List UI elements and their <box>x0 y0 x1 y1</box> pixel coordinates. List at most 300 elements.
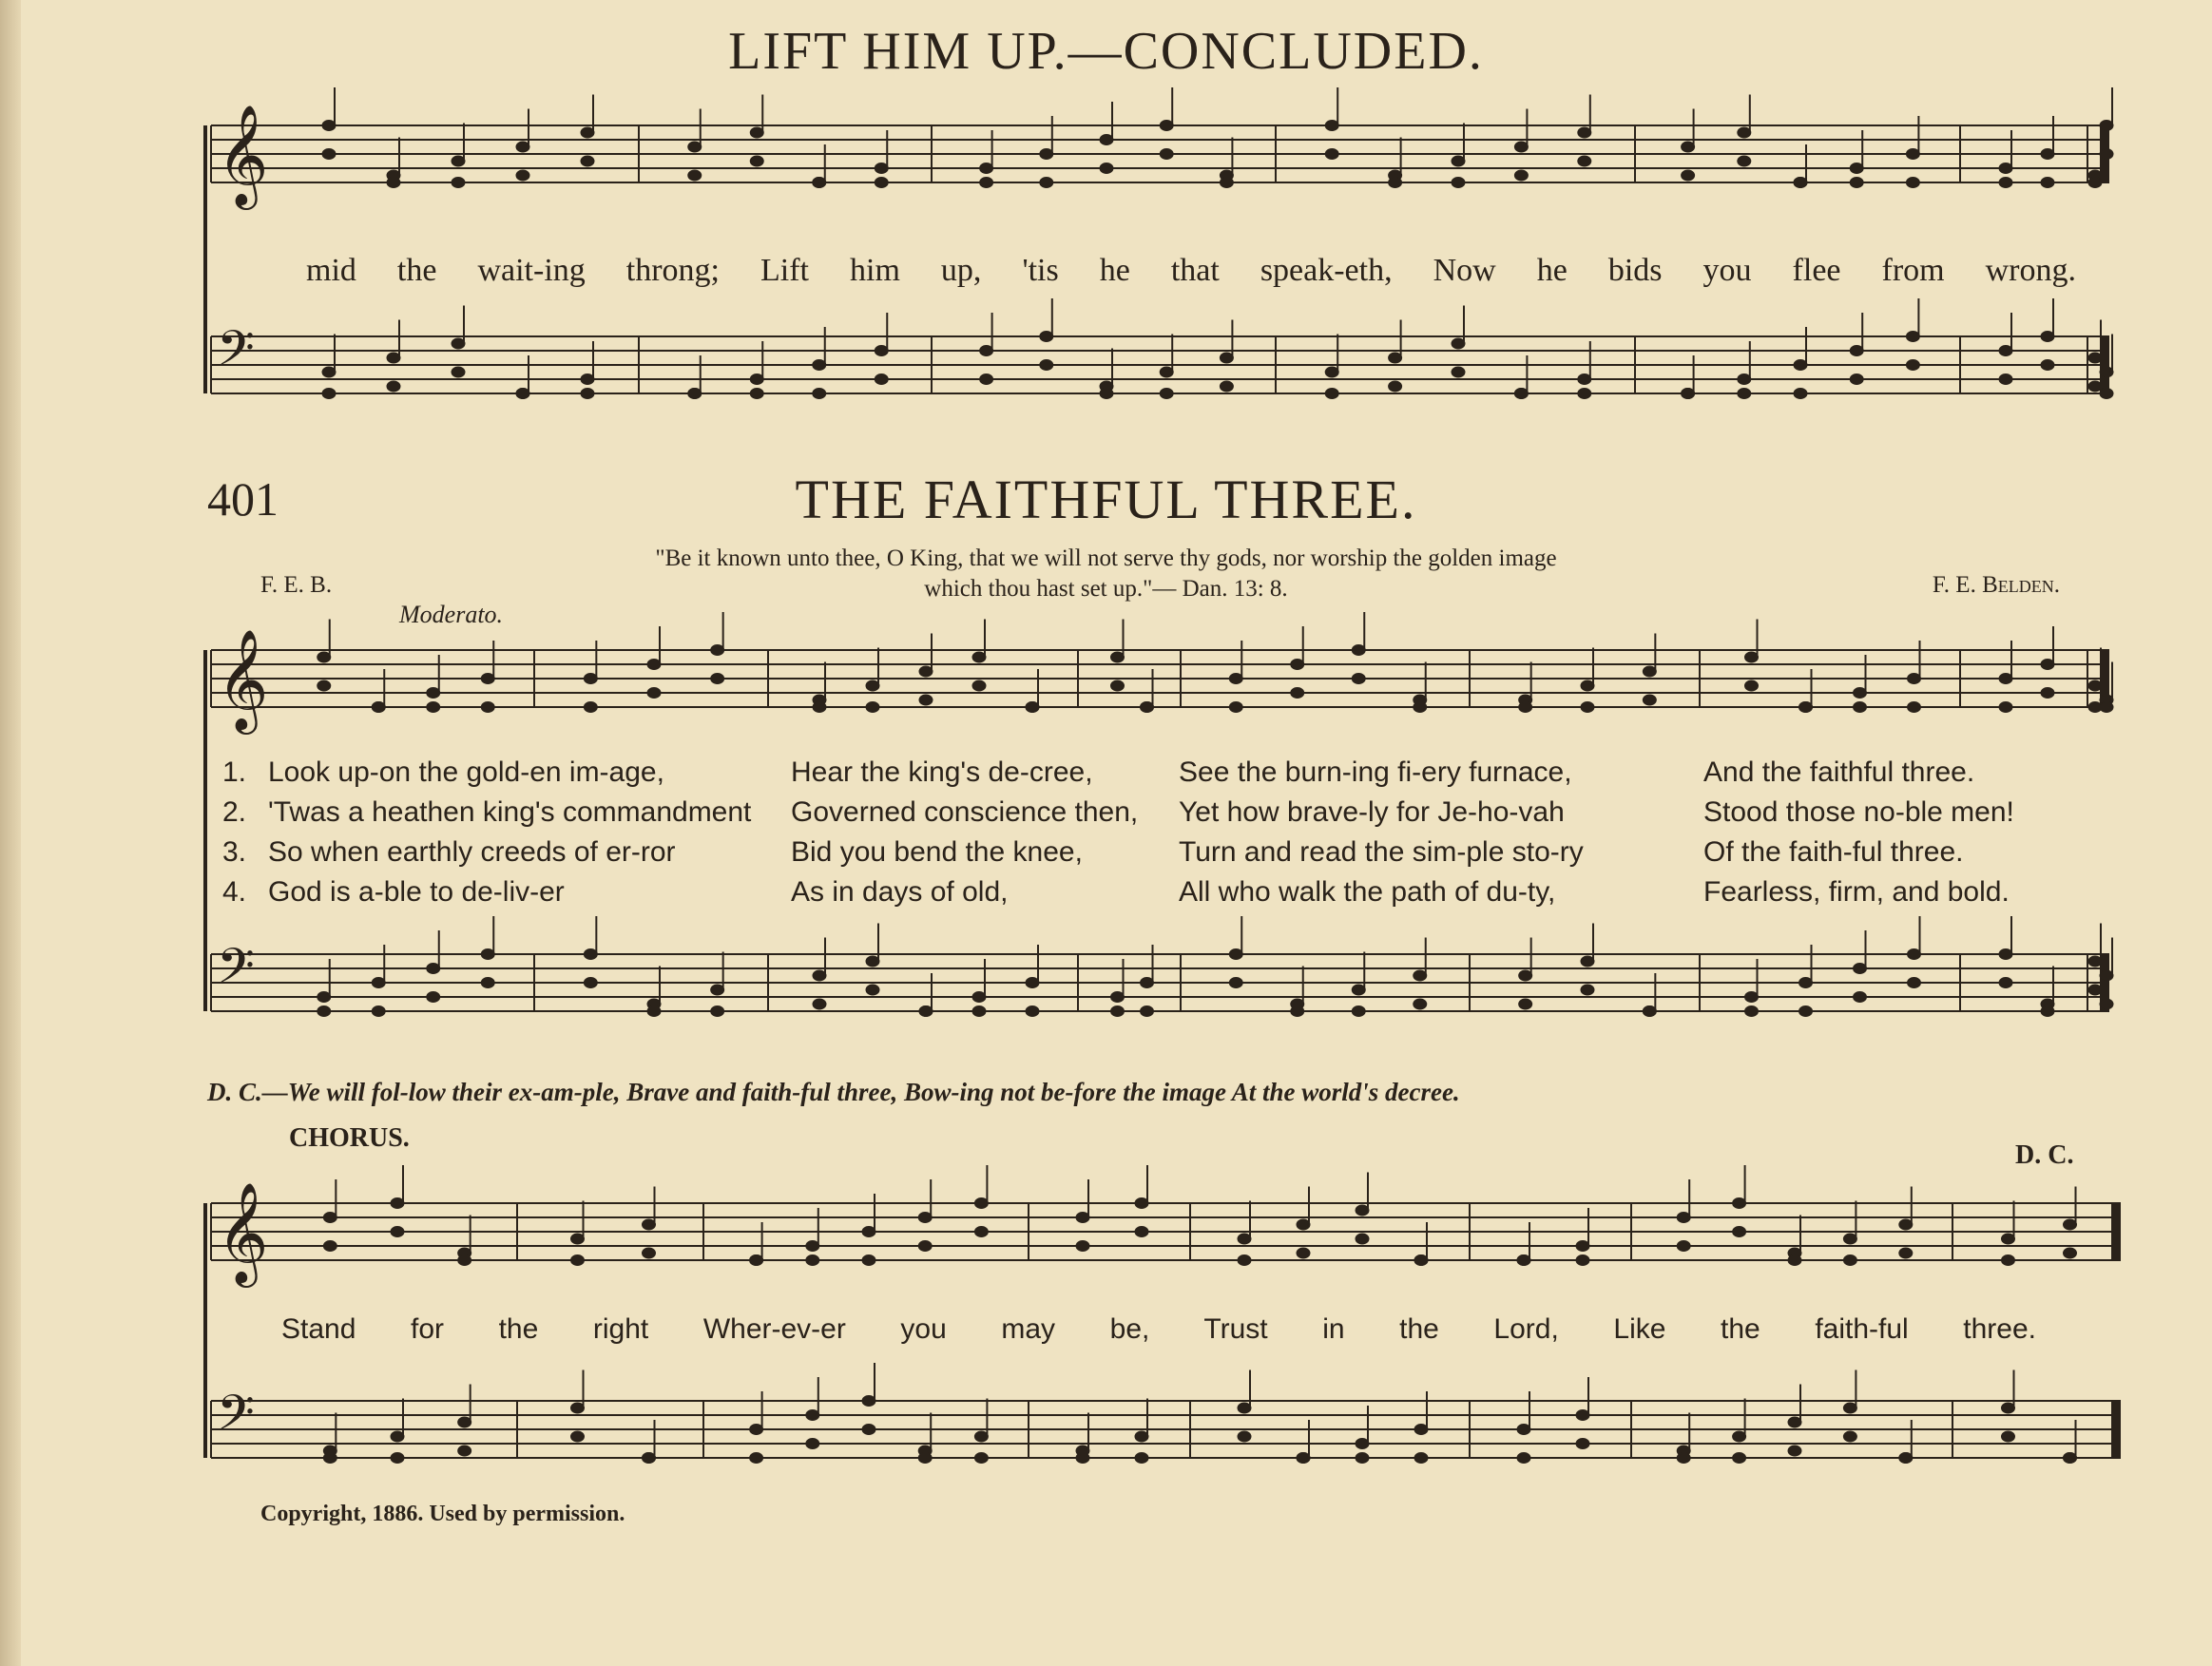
note-head <box>1794 360 1807 371</box>
note-head <box>2088 702 2102 713</box>
note-head <box>1843 1234 1856 1244</box>
note-head <box>974 1431 988 1442</box>
note-head <box>974 1453 988 1464</box>
note-head <box>458 1446 471 1456</box>
dc-lyric-line: D. C.—We will fol-low their ex-am-ple, Brave and faith-ful three, Bow-ing not be-fore the image At the world's decree. <box>207 1078 1460 1106</box>
verse-phrase: Hear the king's de-cree, <box>791 756 1093 788</box>
note-head <box>862 1425 875 1435</box>
note-head <box>1643 1006 1656 1017</box>
note-head <box>1794 178 1807 188</box>
note-head <box>643 1453 656 1464</box>
note-head <box>1389 178 1402 188</box>
note-head <box>2088 985 2102 995</box>
note-head <box>1578 389 1591 399</box>
copyright-notice: Copyright, 1886. Used by permission. <box>260 1502 625 1526</box>
note-head <box>1111 1006 1125 1017</box>
clefs <box>217 104 268 1453</box>
note-head <box>2100 367 2113 377</box>
note-head <box>711 985 724 995</box>
note-head <box>1850 374 1863 385</box>
note-head <box>806 1241 819 1252</box>
note-head <box>1682 142 1695 152</box>
note-head <box>1682 170 1695 181</box>
verse-number: 4. <box>222 876 247 908</box>
note-head <box>452 156 465 166</box>
note-head <box>1356 1439 1369 1449</box>
note-head <box>1160 367 1173 377</box>
treble-clef: 𝄞 <box>217 104 269 205</box>
note-head <box>2064 1248 2077 1258</box>
scripture-line-1: "Be it known unto thee, O King, that we will not serve thy gods, nor worship the golden image <box>655 546 1557 571</box>
note-head <box>2041 332 2054 342</box>
note-head <box>1040 178 1053 188</box>
note-head <box>1581 985 1594 995</box>
note-head <box>1999 163 2012 174</box>
note-head <box>711 1006 724 1017</box>
note-head <box>1843 1403 1856 1413</box>
note-head <box>481 702 494 713</box>
note-head <box>1517 1255 1530 1266</box>
note-head <box>1238 1255 1251 1266</box>
note-head <box>1220 353 1233 363</box>
bass-clef: 𝄢 <box>217 319 255 389</box>
note-head <box>2064 1219 2077 1230</box>
note-head <box>317 652 331 662</box>
note-head <box>1229 702 1242 713</box>
note-head <box>391 1227 404 1237</box>
note-head <box>1414 970 1427 981</box>
note-head <box>387 381 400 392</box>
note-head <box>2041 1006 2054 1017</box>
note-head <box>391 1198 404 1209</box>
note-head <box>862 1396 875 1407</box>
note-head <box>2100 999 2113 1009</box>
note-head <box>980 346 993 356</box>
note-head <box>516 389 529 399</box>
note-head <box>1581 680 1594 691</box>
note-head <box>2088 353 2102 363</box>
note-head <box>1682 389 1695 399</box>
note-head <box>2041 688 2054 699</box>
note-head <box>1141 1006 1154 1017</box>
note-head <box>1908 674 1921 684</box>
note-head <box>1581 956 1594 967</box>
note-head <box>571 1431 585 1442</box>
treble-clef: 𝄞 <box>217 628 269 730</box>
note-head <box>1576 1241 1589 1252</box>
note-head <box>1389 381 1402 392</box>
note-head <box>1906 332 1919 342</box>
note-head <box>1514 170 1528 181</box>
note-head <box>1040 149 1053 160</box>
note-head <box>1999 374 2012 385</box>
treble-clef: 𝄞 <box>217 1181 269 1283</box>
note-head <box>647 688 661 699</box>
note-head <box>2002 1431 2015 1442</box>
note-head <box>2088 956 2102 967</box>
note-head <box>1160 389 1173 399</box>
note-head <box>1745 652 1759 662</box>
note-head <box>918 1241 932 1252</box>
note-head <box>1100 135 1113 145</box>
note-head <box>813 999 826 1009</box>
note-head <box>1576 1410 1589 1421</box>
note-head <box>1297 1453 1310 1464</box>
note-head <box>974 1227 988 1237</box>
note-head <box>1999 178 2012 188</box>
verse-phrase: 'Twas a heathen king's commandment <box>268 796 752 828</box>
note-head <box>1325 149 1338 160</box>
note-head <box>1908 702 1921 713</box>
note-head <box>1100 163 1113 174</box>
note-head <box>1677 1213 1690 1223</box>
note-head <box>1389 353 1402 363</box>
note-head <box>711 645 724 656</box>
note-head <box>647 1006 661 1017</box>
scripture-line-2: which thou hast set up."— Dan. 13: 8. <box>924 576 1288 602</box>
note-head <box>1999 949 2012 960</box>
note-head <box>1352 674 1365 684</box>
verse-phrase: Yet how brave-ly for Je-ho-vah <box>1179 796 1565 828</box>
note-head <box>1519 702 1532 713</box>
note-head <box>1297 1219 1310 1230</box>
verse-phrase: Bid you bend the knee, <box>791 836 1083 868</box>
note-head <box>2100 149 2113 160</box>
note-head <box>875 178 888 188</box>
note-head <box>1100 389 1113 399</box>
note-head <box>2002 1255 2015 1266</box>
note-head <box>750 374 763 385</box>
note-head <box>974 1198 988 1209</box>
note-head <box>813 389 826 399</box>
note-head <box>1352 645 1365 656</box>
note-head <box>581 127 594 138</box>
note-head <box>1452 367 1465 377</box>
note-head <box>427 688 440 699</box>
verse-phrase: As in days of old, <box>791 876 1009 908</box>
note-head <box>972 680 986 691</box>
note-head <box>1352 985 1365 995</box>
note-head <box>1799 978 1813 988</box>
note-head <box>1788 1417 1801 1427</box>
note-head <box>806 1255 819 1266</box>
verse-phrase: All who walk the path of du-ty, <box>1179 876 1556 908</box>
note-head <box>427 702 440 713</box>
note-head <box>1576 1439 1589 1449</box>
note-head <box>750 156 763 166</box>
tempo-marking: Moderato. <box>399 601 504 628</box>
note-head <box>516 170 529 181</box>
note-head <box>1854 964 1867 974</box>
note-head <box>1899 1248 1913 1258</box>
notes <box>317 87 2113 1464</box>
note-head <box>1733 1453 1746 1464</box>
note-head <box>322 149 336 160</box>
note-head <box>581 156 594 166</box>
verse-phrase: So when earthly creeds of er-ror <box>268 836 676 868</box>
note-head <box>1899 1453 1913 1464</box>
note-head <box>806 1410 819 1421</box>
note-head <box>1578 374 1591 385</box>
note-head <box>372 978 385 988</box>
note-head <box>322 389 336 399</box>
continued-hymn-lyrics: mid the wait-ing throng; Lift him up, 'tis he that speak-eth, Now he bids you flee from wrong. <box>306 253 2076 288</box>
note-head <box>1738 156 1751 166</box>
note-head <box>1291 660 1304 670</box>
note-head <box>688 389 702 399</box>
note-head <box>1452 338 1465 349</box>
note-head <box>866 702 879 713</box>
note-head <box>1850 178 1863 188</box>
note-head <box>688 170 702 181</box>
note-head <box>1738 127 1751 138</box>
note-head <box>1135 1453 1148 1464</box>
verse-phrase: Of the faith-ful three. <box>1703 836 1964 868</box>
note-head <box>1733 1198 1746 1209</box>
note-head <box>1908 949 1921 960</box>
note-head <box>387 178 400 188</box>
note-head <box>2100 121 2113 131</box>
note-head <box>317 992 331 1003</box>
note-head <box>391 1431 404 1442</box>
note-head <box>1297 1248 1310 1258</box>
note-head <box>2041 660 2054 670</box>
note-head <box>813 702 826 713</box>
note-head <box>481 978 494 988</box>
verse-phrase: Fearless, firm, and bold. <box>1703 876 2010 908</box>
note-head <box>1999 702 2012 713</box>
note-head <box>972 992 986 1003</box>
verse-phrase: And the faithful three. <box>1703 756 1975 788</box>
note-head <box>2041 149 2054 160</box>
verse-phrase: Turn and read the sim-ple sto-ry <box>1179 836 1584 868</box>
note-head <box>1999 674 2012 684</box>
note-head <box>2088 680 2102 691</box>
note-head <box>1111 680 1125 691</box>
note-head <box>2064 1453 2077 1464</box>
continued-hymn-title: LIFT HIM UP.—CONCLUDED. <box>728 22 1484 81</box>
note-head <box>516 142 529 152</box>
note-head <box>918 1213 932 1223</box>
note-head <box>584 949 597 960</box>
note-head <box>643 1248 656 1258</box>
note-head <box>875 374 888 385</box>
note-head <box>919 666 933 677</box>
note-head <box>980 374 993 385</box>
note-head <box>1452 178 1465 188</box>
note-head <box>427 992 440 1003</box>
note-head <box>919 695 933 705</box>
note-head <box>1643 695 1656 705</box>
note-head <box>919 1006 933 1017</box>
note-head <box>458 1417 471 1427</box>
note-head <box>1356 1453 1369 1464</box>
chorus-lyrics: Stand for the right Wher-ev-er you may be, Trust in the Lord, Like the faith-ful three. <box>281 1313 2036 1345</box>
note-head <box>647 660 661 670</box>
words-by: F. E. B. <box>260 572 333 598</box>
note-head <box>1899 1219 1913 1230</box>
note-head <box>1738 389 1751 399</box>
note-head <box>1414 1425 1428 1435</box>
verse-phrase: God is a-ble to de-liv-er <box>268 876 565 908</box>
note-head <box>2088 381 2102 392</box>
verse-number: 2. <box>222 796 247 828</box>
note-head <box>2041 360 2054 371</box>
note-head <box>391 1453 404 1464</box>
note-head <box>1578 156 1591 166</box>
note-head <box>1160 121 1173 131</box>
note-head <box>1799 702 1813 713</box>
note-head <box>918 1453 932 1464</box>
note-head <box>1794 389 1807 399</box>
note-head <box>452 367 465 377</box>
note-head <box>750 127 763 138</box>
note-head <box>1854 702 1867 713</box>
music-by: F. E. Belden. <box>1932 572 2060 598</box>
note-head <box>1135 1227 1148 1237</box>
note-head <box>972 652 986 662</box>
verse-phrase: See the burn-ing fi-ery furnace, <box>1179 756 1572 788</box>
note-head <box>458 1255 471 1266</box>
note-head <box>750 389 763 399</box>
note-head <box>1788 1446 1801 1456</box>
note-head <box>1111 992 1125 1003</box>
note-head <box>875 346 888 356</box>
note-head <box>1578 127 1591 138</box>
final-bar <box>2112 1401 2120 1458</box>
note-head <box>1220 178 1233 188</box>
note-head <box>1414 702 1427 713</box>
note-head <box>322 121 336 131</box>
note-head <box>1238 1431 1251 1442</box>
note-head <box>813 360 826 371</box>
note-head <box>1854 688 1867 699</box>
note-head <box>1076 1213 1089 1223</box>
note-head <box>1843 1431 1856 1442</box>
note-head <box>1026 702 1039 713</box>
note-head <box>571 1403 585 1413</box>
note-head <box>1906 149 1919 160</box>
note-head <box>1111 652 1125 662</box>
note-head <box>1141 702 1154 713</box>
note-head <box>1745 992 1759 1003</box>
note-head <box>1229 674 1242 684</box>
note-head <box>1576 1255 1589 1266</box>
note-head <box>750 1453 763 1464</box>
note-head <box>2088 178 2102 188</box>
note-head <box>1352 1006 1365 1017</box>
note-head <box>1414 1453 1428 1464</box>
note-head <box>2002 1403 2015 1413</box>
note-head <box>1076 1241 1089 1252</box>
note-head <box>813 970 826 981</box>
note-head <box>980 178 993 188</box>
note-head <box>322 367 336 377</box>
verse-number: 3. <box>222 836 247 868</box>
note-head <box>1325 389 1338 399</box>
note-head <box>584 978 597 988</box>
note-head <box>1643 666 1656 677</box>
note-head <box>1220 381 1233 392</box>
note-head <box>1745 1006 1759 1017</box>
note-head <box>2100 970 2113 981</box>
note-head <box>711 674 724 684</box>
note-head <box>750 1425 763 1435</box>
hymn-title: THE FAITHFUL THREE. <box>795 469 1417 530</box>
note-head <box>1517 1425 1530 1435</box>
note-head <box>581 374 594 385</box>
note-head <box>1999 346 2012 356</box>
verse-number: 1. <box>222 756 247 788</box>
note-head <box>581 389 594 399</box>
note-head <box>1414 1255 1428 1266</box>
verse-phrase: Stood those no-ble men! <box>1703 796 2014 828</box>
note-head <box>387 353 400 363</box>
note-head <box>750 1255 763 1266</box>
note-head <box>452 338 465 349</box>
note-head <box>1677 1453 1690 1464</box>
note-head <box>427 964 440 974</box>
note-head <box>1519 999 1532 1009</box>
note-head <box>1026 978 1039 988</box>
staff-lines <box>205 125 2120 1458</box>
note-head <box>1325 121 1338 131</box>
note-head <box>1850 346 1863 356</box>
note-head <box>875 163 888 174</box>
note-head <box>1076 1453 1089 1464</box>
note-head <box>1581 702 1594 713</box>
note-head <box>1238 1403 1251 1413</box>
note-head <box>1291 1006 1304 1017</box>
note-head <box>481 674 494 684</box>
note-head <box>1854 992 1867 1003</box>
note-head <box>1514 142 1528 152</box>
note-head <box>1291 688 1304 699</box>
note-head <box>1733 1431 1746 1442</box>
note-head <box>1738 374 1751 385</box>
note-head <box>1514 389 1528 399</box>
note-head <box>1135 1431 1148 1442</box>
note-head <box>813 178 826 188</box>
note-head <box>584 674 597 684</box>
note-head <box>323 1453 337 1464</box>
note-head <box>1677 1241 1690 1252</box>
note-head <box>1519 970 1532 981</box>
note-head <box>1788 1255 1801 1266</box>
note-head <box>452 178 465 188</box>
note-head <box>1135 1198 1148 1209</box>
note-head <box>980 163 993 174</box>
note-head <box>571 1234 585 1244</box>
note-head <box>1843 1255 1856 1266</box>
note-head <box>1325 367 1338 377</box>
note-head <box>1745 680 1759 691</box>
note-head <box>972 1006 986 1017</box>
final-bar <box>2112 1203 2120 1260</box>
note-head <box>1452 156 1465 166</box>
note-head <box>1414 999 1427 1009</box>
note-head <box>1906 178 1919 188</box>
note-head <box>323 1241 337 1252</box>
note-head <box>481 949 494 960</box>
note-head <box>2041 178 2054 188</box>
note-head <box>1517 1453 1530 1464</box>
note-head <box>866 985 879 995</box>
note-head <box>1238 1234 1251 1244</box>
note-head <box>1229 949 1242 960</box>
note-head <box>317 680 331 691</box>
note-head <box>1356 1234 1369 1244</box>
